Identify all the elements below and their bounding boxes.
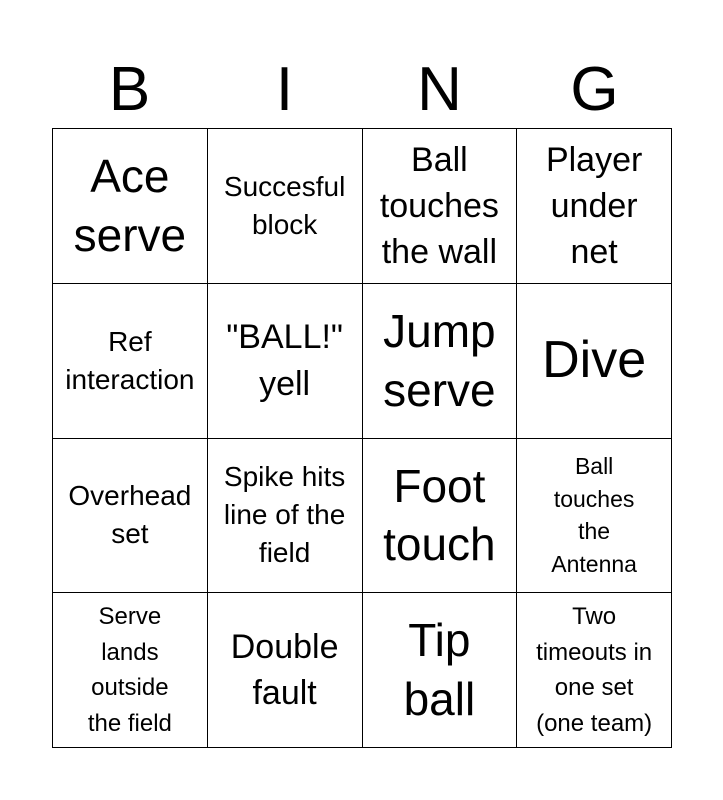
bingo-cell-ball-yell[interactable] bbox=[208, 284, 363, 439]
cell-label: Double fault bbox=[230, 627, 339, 713]
cell-label: Two timeouts in one set (one team) bbox=[536, 603, 653, 737]
bingo-cell-ref-interaction[interactable] bbox=[53, 284, 208, 439]
bingo-cell-succesful-block[interactable] bbox=[208, 129, 363, 284]
cell-label: Overhead set bbox=[68, 480, 192, 550]
cell-label: Ball touches the Antenna bbox=[551, 452, 637, 578]
bingo-board bbox=[52, 128, 672, 748]
bingo-header bbox=[52, 52, 672, 128]
bingo-cell-double-fault[interactable] bbox=[208, 593, 363, 748]
header-letter-g: G bbox=[570, 55, 619, 124]
bingo-cell-two-timeouts[interactable] bbox=[517, 593, 672, 748]
header-letter-b: B bbox=[108, 55, 151, 124]
bingo-cell-dive[interactable] bbox=[517, 284, 672, 439]
bingo-cell-overhead-set[interactable] bbox=[53, 439, 208, 594]
bingo-cell-foot-touch[interactable] bbox=[363, 439, 518, 594]
bingo-cell-ace-serve[interactable] bbox=[53, 129, 208, 284]
cell-label: Ref interaction bbox=[65, 325, 195, 395]
cell-label: Foot touch bbox=[383, 459, 496, 571]
bingo-cell-tip-ball[interactable] bbox=[363, 593, 518, 748]
cell-label: Player under net bbox=[545, 140, 643, 271]
bingo-cell-ball-touches-antenna[interactable] bbox=[517, 439, 672, 594]
bingo-cell-serve-lands-outside[interactable] bbox=[53, 593, 208, 748]
cell-label: Serve lands outside the field bbox=[87, 603, 172, 737]
cell-label: Succesful block bbox=[223, 170, 346, 240]
cell-label: Jump serve bbox=[383, 304, 496, 416]
cell-label: Tip ball bbox=[403, 614, 476, 726]
header-letter-i: I bbox=[275, 55, 294, 124]
cell-label: Ace serve bbox=[73, 150, 187, 261]
bingo-cell-ball-touches-wall[interactable] bbox=[363, 129, 518, 284]
bingo-cell-spike-hits-line[interactable] bbox=[208, 439, 363, 594]
header-letter-n: N bbox=[417, 55, 462, 124]
cell-label: Dive bbox=[542, 331, 647, 390]
cell-label: Ball touches the wall bbox=[379, 140, 499, 271]
cell-label: Spike hits line of the field bbox=[223, 461, 346, 569]
bingo-cell-jump-serve[interactable] bbox=[363, 284, 518, 439]
bingo-cell-player-under-net[interactable] bbox=[517, 129, 672, 284]
cell-label: "BALL!" yell bbox=[226, 318, 343, 403]
